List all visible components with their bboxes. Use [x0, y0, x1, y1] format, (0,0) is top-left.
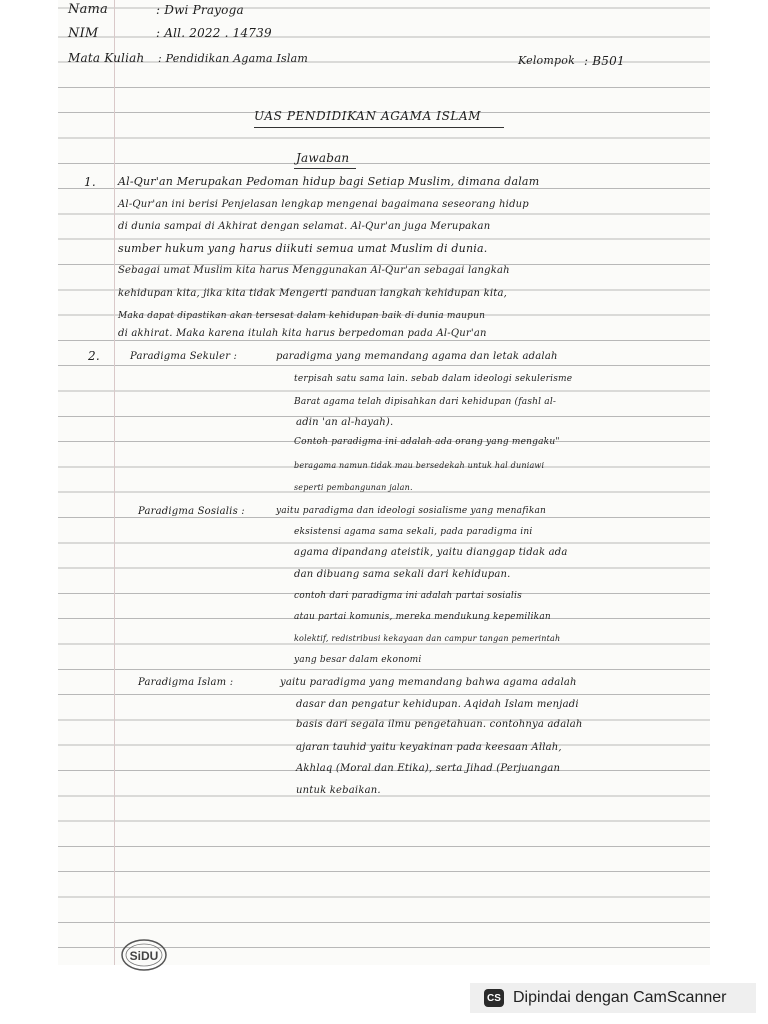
islam-line: untuk kebaikan. [296, 785, 381, 796]
jawaban-heading: Jawaban [296, 151, 350, 165]
jawaban-underline [294, 168, 356, 169]
notebook-brand-logo [120, 938, 168, 972]
islam-line: Akhlaq (Moral dan Etika), serta Jihad (Perjuangan [296, 763, 561, 774]
islam-line: dasar dan pengatur kehidupan. Aqidah Islam menjadi [296, 699, 579, 710]
islam-line: basis dari segala ilmu pengetahuan. contohnya adalah [296, 719, 583, 730]
margin-line [114, 0, 115, 965]
q1-line: di akhirat. Maka karena itulah kita harus berpedoman pada Al-Qur'an [118, 328, 487, 339]
sekuler-line: paradigma yang memandang agama dan letak adalah [276, 351, 558, 362]
islam-line: ajaran tauhid yaitu keyakinan pada keesaan Allah, [296, 742, 562, 753]
islam-label: Paradigma Islam : [138, 677, 234, 688]
sosialis-line: yaitu paradigma dan ideologi sosialisme yang menafikan [276, 506, 547, 516]
nama-value: : Dwi Prayoga [156, 3, 244, 17]
q1-line: kehidupan kita, jika kita tidak Mengerti panduan langkah kehidupan kita, [118, 288, 507, 299]
q1-line: di dunia sampai di Akhirat dengan selamat. Al-Qur'an juga Merupakan [118, 221, 491, 232]
sekuler-line: adin 'an al-hayah). [296, 417, 394, 428]
camscanner-icon: CS [484, 989, 504, 1007]
q1-line: Maka dapat dipastikan akan tersesat dalam kehidupan baik di dunia maupun [118, 311, 486, 321]
logo-text: SiDU [129, 949, 159, 963]
sosialis-line: kolektif, redistribusi kekayaan dan campur tangan pemerintah [294, 634, 561, 643]
matkul-label: Mata Kuliah [68, 51, 145, 65]
sekuler-line: Contoh paradigma ini adalah ada orang yang mengaku" [294, 437, 560, 447]
sosialis-line: dan dibuang sama sekali dari kehidupan. [294, 569, 511, 580]
q1-line: Sebagai umat Muslim kita harus Menggunakan Al-Qur'an sebagai langkah [118, 265, 510, 276]
kelompok-label: Kelompok [518, 54, 575, 67]
sekuler-line: seperti pembangunan jalan. [294, 483, 413, 492]
sosialis-line: contoh dari paradigma ini adalah partai sosialis [294, 591, 522, 601]
kelompok-value: : B501 [584, 54, 625, 68]
title-underline [254, 127, 504, 128]
q1-line: sumber hukum yang harus diikuti semua umat Muslim di dunia. [118, 242, 488, 255]
sosialis-line: yang besar dalam ekonomi [294, 655, 422, 665]
sosialis-label: Paradigma Sosialis : [138, 506, 245, 517]
sekuler-label: Paradigma Sekuler : [130, 351, 238, 362]
q1-number: 1. [84, 175, 96, 189]
sosialis-line: atau partai komunis, mereka mendukung kepemilikan [294, 612, 551, 622]
nim-value: : All. 2022 . 14739 [156, 26, 272, 40]
camscanner-label: Dipindai dengan CamScanner [513, 989, 727, 1006]
sekuler-line: beragama namun tidak mau bersedekah untuk hal duniawi [294, 461, 545, 470]
q1-line: Al-Qur'an Merupakan Pedoman hidup bagi Setiap Muslim, dimana dalam [118, 175, 540, 188]
notebook-page [58, 0, 710, 965]
sekuler-line: Barat agama telah dipisahkan dari kehidupan (fashl al- [294, 397, 557, 407]
sekuler-line: terpisah satu sama lain. sebab dalam ideologi sekulerisme [294, 374, 573, 384]
nama-label: Nama [68, 2, 109, 17]
islam-line: yaitu paradigma yang memandang bahwa agama adalah [280, 677, 577, 688]
matkul-value: : Pendidikan Agama Islam [158, 52, 308, 65]
camscanner-watermark [470, 983, 756, 1013]
nim-label: NIM [68, 26, 99, 41]
q1-line: Al-Qur'an ini berisi Penjelasan lengkap mengenai bagaimana seseorang hidup [118, 199, 529, 210]
sosialis-line: eksistensi agama sama sekali, pada paradigma ini [294, 527, 533, 537]
page-title: UAS PENDIDIKAN AGAMA ISLAM [254, 109, 482, 123]
sosialis-line: agama dipandang ateistik, yaitu dianggap tidak ada [294, 547, 568, 558]
q2-number: 2. [88, 349, 100, 363]
